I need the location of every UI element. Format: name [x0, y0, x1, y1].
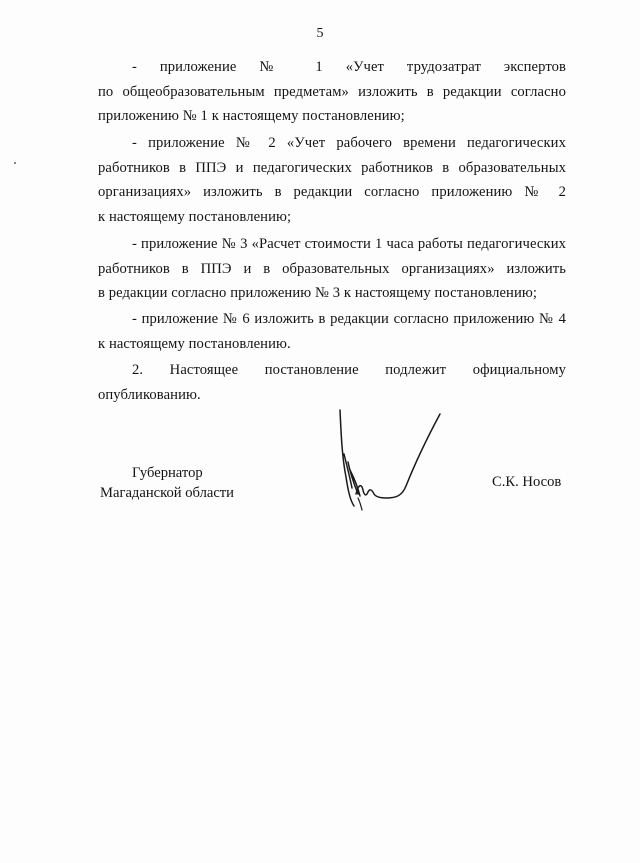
scan-speck: [14, 162, 16, 164]
region-name: Магаданской области: [100, 485, 234, 501]
paragraph-line: приложению № 1 к настоящему постановлению;: [98, 108, 405, 124]
paragraph-line: в редакции согласно приложению № 3 к настоящему постановлению;: [98, 285, 538, 301]
handwritten-signature: [330, 402, 450, 522]
paragraph-line: работников в ППЭ и педагогических работников в образовательных: [98, 159, 566, 176]
paragraph-line: к настоящему постановлению.: [98, 335, 291, 352]
paragraph-appendix-1: [98, 55, 566, 129]
paragraph-line: работников в ППЭ и в образовательных организациях» изложить: [98, 260, 566, 277]
paragraph-appendix-3: [98, 232, 566, 306]
paragraph-line: организациях» изложить в редакции согласно приложению № 2: [98, 184, 566, 200]
paragraph-line: к настоящему постановлению;: [98, 208, 292, 225]
paragraph-line: - приложение № 3 «Расчет стоимости 1 часа работы педагогических: [132, 236, 566, 252]
paragraph-line: по общеобразовательным предметам» изложить в редакции согласно: [98, 83, 566, 100]
page-number: 5: [316, 26, 324, 41]
paragraph-appendix-2: [98, 131, 566, 229]
paragraph-line: - приложение № 6 изложить в редакции согласно приложению № 4: [132, 311, 566, 327]
paragraph-line: опубликованию.: [98, 386, 201, 403]
paragraph-appendix-6: [98, 307, 566, 356]
signatory-name: С.К. Носов: [492, 474, 562, 490]
signatory-position: [100, 463, 234, 503]
paragraph-publication: [98, 358, 566, 407]
paragraph-line: - приложение № 2 «Учет рабочего времени педагогических: [132, 135, 566, 151]
paragraph-line: - приложение № 1 «Учет трудозатрат экспертов: [132, 59, 566, 75]
position-title: Губернатор: [132, 465, 203, 481]
paragraph-line: 2. Настоящее постановление подлежит официальному: [132, 362, 566, 378]
